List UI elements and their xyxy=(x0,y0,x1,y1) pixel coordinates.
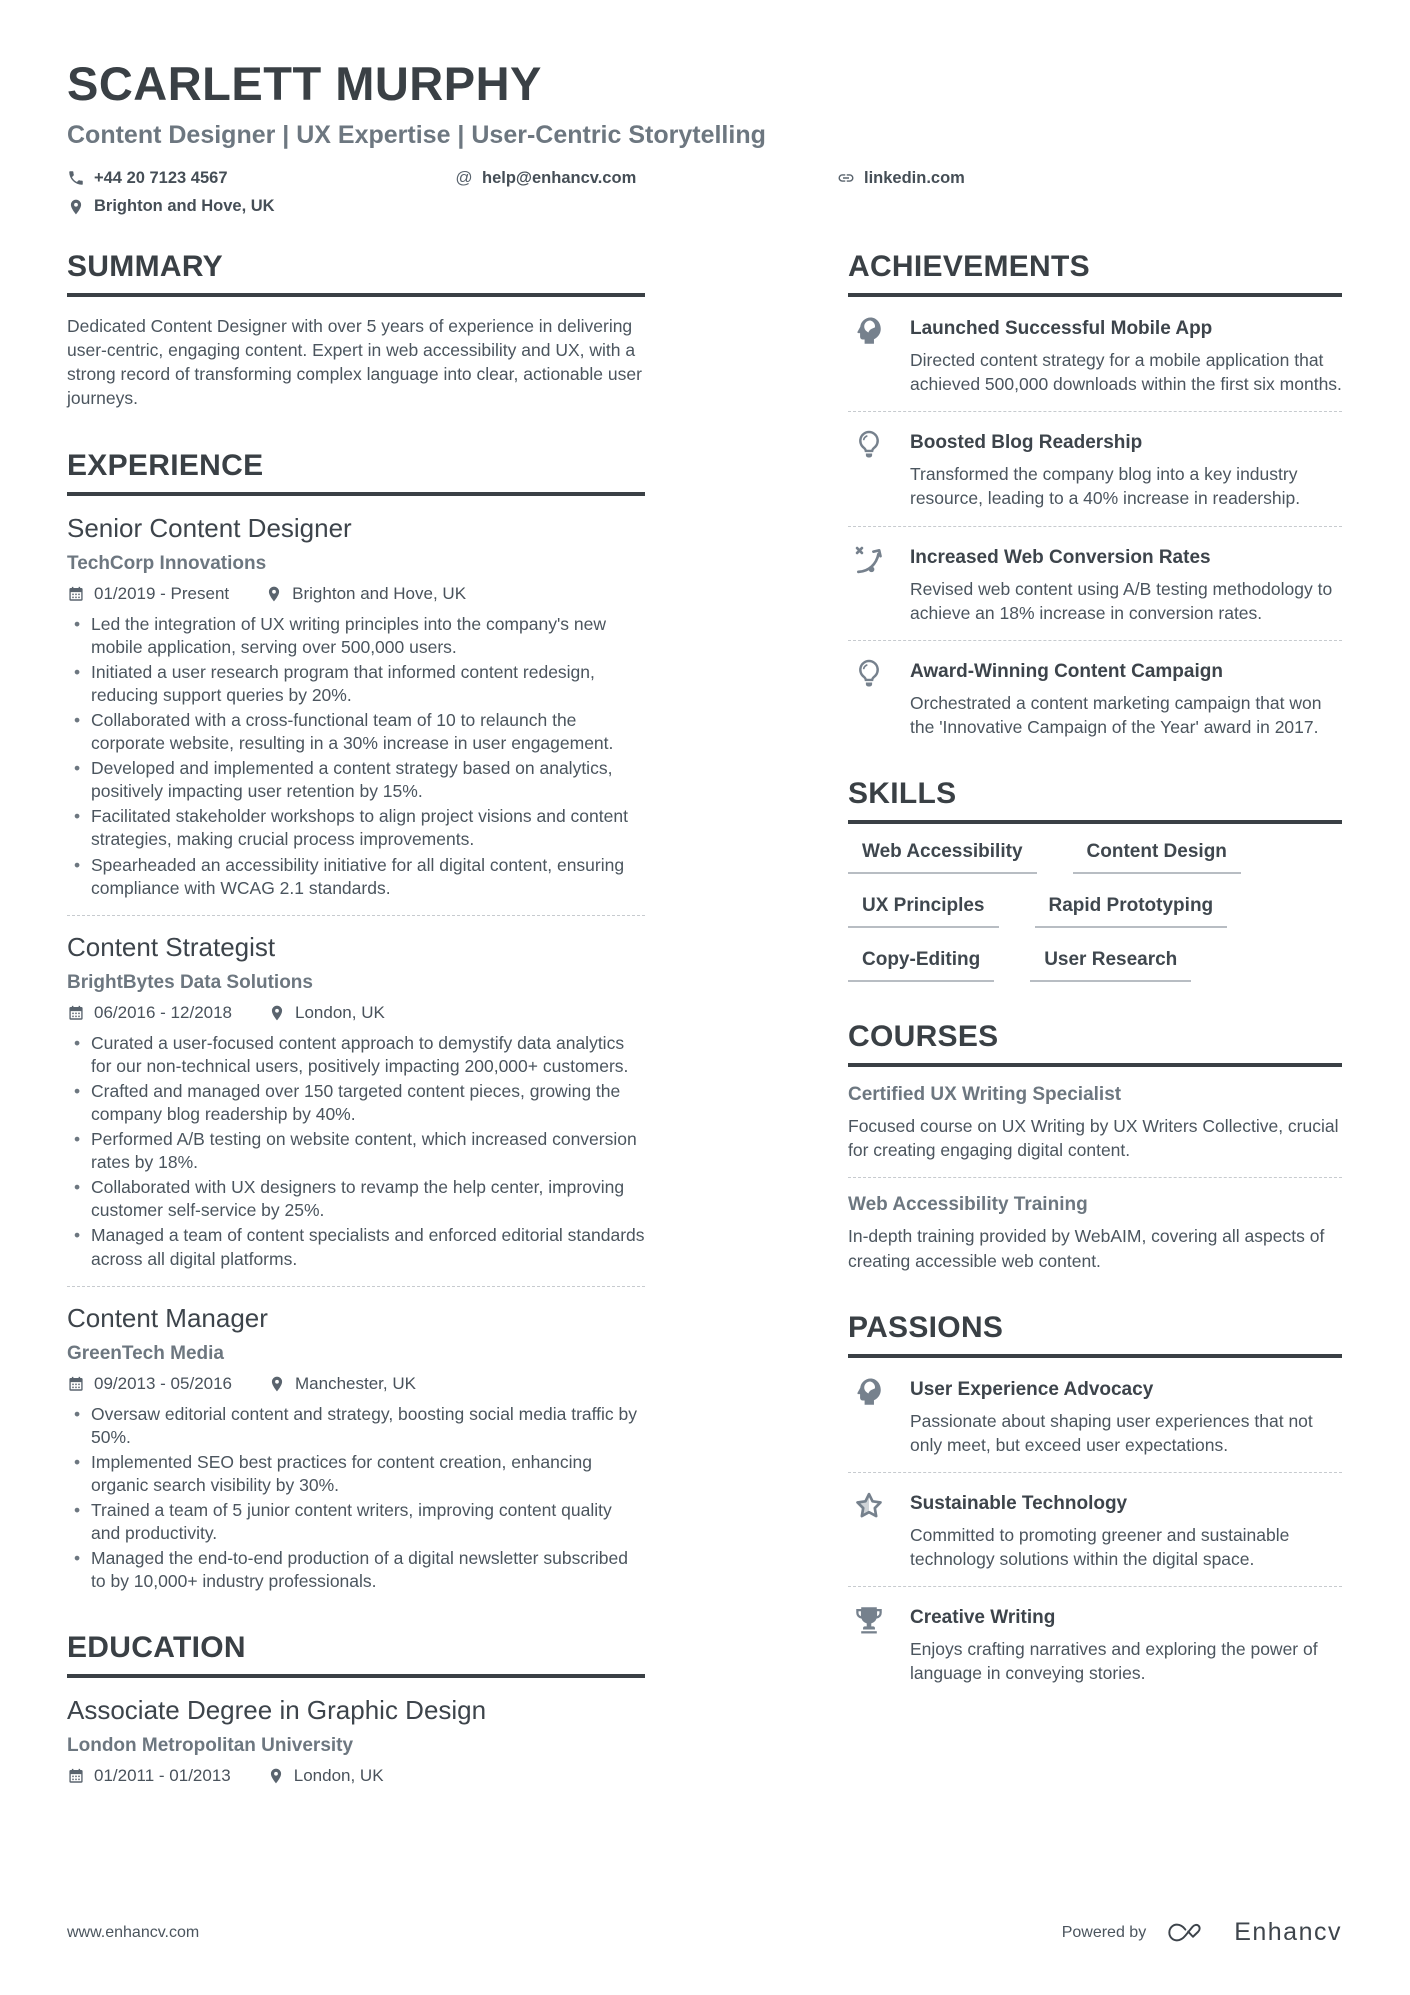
company-name: TechCorp Innovations xyxy=(67,552,267,574)
job-location: London, UK xyxy=(295,1002,385,1022)
job-bullets xyxy=(67,1403,645,1594)
course-description: Focused course on UX Writing by UX Writers Collective, crucial for creating engaging digital content. xyxy=(848,1116,1339,1161)
job-title: Content Strategist xyxy=(67,931,276,962)
achievement-description: Transformed the company blog into a key industry resource, leading to a 40% increase in readership. xyxy=(910,464,1301,509)
at-icon: @ xyxy=(455,168,473,187)
email-address[interactable]: help@enhancv.com xyxy=(482,168,637,187)
course-title: Web Accessibility Training xyxy=(848,1194,1088,1216)
achievement-description: Revised web content using A/B testing methodology to achieve an 18% increase in conversion rates. xyxy=(910,578,1333,623)
achievement-title: Award-Winning Content Campaign xyxy=(910,660,1223,682)
calendar-icon xyxy=(67,1767,85,1785)
resume-header xyxy=(67,56,1342,216)
calendar-icon xyxy=(67,585,85,603)
passion-description: Committed to promoting greener and sustainable technology solutions within the digital space. xyxy=(910,1524,1290,1570)
course-description: In-depth training provided by WebAIM, covering all aspects of creating accessible web content. xyxy=(848,1226,1325,1271)
job-title: Content Manager xyxy=(67,1302,268,1333)
bullet-item: • Collaborated with UX designers to revamp the help center, improving customer self-service by 25%. xyxy=(67,1176,645,1222)
education-heading: EDUCATION xyxy=(67,1631,645,1678)
bullet-item: • Led the integration of UX writing principles into the company's new mobile application, serving over 500,000 users. xyxy=(67,613,645,659)
divider xyxy=(848,411,1342,412)
divider xyxy=(67,915,645,916)
skills-row xyxy=(848,841,1342,874)
contact-row-1 xyxy=(67,168,1342,188)
skill-tag: Content Design xyxy=(1073,841,1241,874)
achievement-title: Increased Web Conversion Rates xyxy=(910,546,1211,568)
job-dates: 01/2019 - Present xyxy=(94,583,230,603)
page-footer xyxy=(67,1918,1342,1947)
bullet-item: • Collaborated with a cross-functional team of 10 to relaunch the corporate website, resulting in a 30% increase in user engagement. xyxy=(67,709,645,755)
location-pin-icon xyxy=(267,1767,285,1785)
passion-item xyxy=(848,1489,1342,1571)
content-columns xyxy=(67,250,1342,1824)
location-text: Brighton and Hove, UK xyxy=(94,197,275,215)
brand-name: Enhancv xyxy=(1234,1918,1342,1946)
divider xyxy=(848,640,1342,641)
bullet-item: • Curated a user-focused content approach to demystify data analytics for our non-technical users, positively impacting 200,000+ customers. xyxy=(67,1032,645,1078)
left-column xyxy=(67,250,645,1824)
job-title: Senior Content Designer xyxy=(67,512,352,543)
skill-tag: User Research xyxy=(1030,949,1191,982)
company-name: BrightBytes Data Solutions xyxy=(67,971,313,993)
skills-row xyxy=(848,895,1342,928)
divider xyxy=(67,1286,645,1287)
job-entry xyxy=(67,932,645,1271)
bullet-item: • Crafted and managed over 150 targeted content pieces, growing the company blog readership by 40%. xyxy=(67,1080,645,1126)
achievement-title: Boosted Blog Readership xyxy=(910,432,1143,454)
passions-heading: PASSIONS xyxy=(848,1311,1342,1358)
degree-title: Associate Degree in Graphic Design xyxy=(67,1695,487,1726)
achievement-item xyxy=(848,543,1342,625)
bullet-item: • Managed the end-to-end production of a digital newsletter subscribed to by 10,000+ industry professionals. xyxy=(67,1547,645,1593)
experience-heading: EXPERIENCE xyxy=(67,449,645,496)
skill-tag: Web Accessibility xyxy=(848,841,1037,874)
job-meta xyxy=(67,584,645,604)
passion-item xyxy=(848,1603,1342,1685)
trophy-icon xyxy=(848,1603,892,1685)
lightbulb-icon xyxy=(848,657,892,739)
brain-head-icon xyxy=(848,1375,892,1457)
email-contact[interactable] xyxy=(455,168,837,188)
calendar-icon xyxy=(67,1004,85,1022)
passion-item xyxy=(848,1375,1342,1457)
achievement-description: Orchestrated a content marketing campaign that won the 'Innovative Campaign of the Year' award in 2017. xyxy=(910,692,1322,737)
skill-tag: Copy-Editing xyxy=(848,949,994,982)
website-contact[interactable] xyxy=(837,169,965,188)
achievements-heading: ACHIEVEMENTS xyxy=(848,250,1342,297)
location-pin-icon xyxy=(265,585,283,603)
summary-section xyxy=(67,250,645,411)
skills-row xyxy=(848,949,1342,982)
achievement-description: Directed content strategy for a mobile application that achieved 500,000 downloads within the first six months. xyxy=(910,350,1342,395)
courses-section xyxy=(848,1020,1342,1273)
divider xyxy=(848,1586,1342,1587)
job-location: Brighton and Hove, UK xyxy=(292,583,467,603)
summary-heading: SUMMARY xyxy=(67,250,645,297)
bullet-item: • Spearheaded an accessibility initiative for all digital content, ensuring compliance with WCAG 2.1 standards. xyxy=(67,854,645,900)
achievement-item xyxy=(848,428,1342,510)
phone-contact xyxy=(67,169,455,188)
powered-by xyxy=(1062,1918,1342,1947)
passion-title: Creative Writing xyxy=(910,1607,1056,1629)
skills-section xyxy=(848,777,1342,982)
job-bullets xyxy=(67,1032,645,1271)
education-section xyxy=(67,1631,645,1786)
calendar-icon xyxy=(67,1375,85,1393)
location-contact xyxy=(67,197,275,216)
course-item xyxy=(848,1084,1342,1162)
achievement-title: Launched Successful Mobile App xyxy=(910,318,1213,339)
experience-section xyxy=(67,449,645,1594)
passion-title: Sustainable Technology xyxy=(910,1492,1128,1514)
job-bullets xyxy=(67,613,645,900)
job-meta xyxy=(67,1003,645,1023)
course-title: Certified UX Writing Specialist xyxy=(848,1084,1122,1106)
footer-website-link[interactable]: www.enhancv.com xyxy=(67,1923,200,1941)
job-dates: 06/2016 - 12/2018 xyxy=(94,1002,233,1022)
summary-text: Dedicated Content Designer with over 5 years of experience in delivering user-centric, engaging content. Expert in web accessibility and UX, with a strong record of transforming complex language into clear, actionable user journeys. xyxy=(67,316,642,409)
passion-description: Enjoys crafting narratives and exploring the power of language in conveying stories. xyxy=(910,1639,1318,1684)
course-item xyxy=(848,1194,1342,1272)
divider xyxy=(848,1472,1342,1473)
company-name: GreenTech Media xyxy=(67,1342,224,1364)
skill-tag: UX Principles xyxy=(848,895,999,928)
bullet-item: • Managed a team of content specialists and enforced editorial standards across all digital platforms. xyxy=(67,1224,645,1270)
skills-heading: SKILLS xyxy=(848,777,1342,824)
job-meta xyxy=(67,1374,645,1394)
star-icon xyxy=(848,1489,892,1571)
divider xyxy=(848,1177,1342,1178)
passion-description: Passionate about shaping user experiences that not only meet, but exceed user expectations. xyxy=(910,1410,1313,1455)
person-name: SCARLETT MURPHY xyxy=(67,57,542,110)
school-name: London Metropolitan University xyxy=(67,1735,354,1757)
brain-head-icon xyxy=(848,314,892,396)
bullet-item: • Initiated a user research program that informed content redesign, reducing support queries by 20%. xyxy=(67,661,645,707)
bullet-item: • Oversaw editorial content and strategy, boosting social media traffic by 50%. xyxy=(67,1403,645,1449)
lightbulb-icon xyxy=(848,428,892,510)
headline: Content Designer | UX Expertise | User-Centric Storytelling xyxy=(67,121,766,149)
powered-by-label: Powered by xyxy=(1061,1923,1147,1941)
skill-tag: Rapid Prototyping xyxy=(1035,895,1228,928)
contact-row-2 xyxy=(67,197,1342,216)
location-pin-icon xyxy=(268,1004,286,1022)
bullet-item: • Implemented SEO best practices for content creation, enhancing organic search visibility by 30%. xyxy=(67,1451,645,1497)
job-location: Manchester, UK xyxy=(295,1373,416,1393)
education-dates: 01/2011 - 01/2013 xyxy=(94,1766,231,1786)
phone-number: +44 20 7123 4567 xyxy=(94,168,228,187)
bullet-item: • Developed and implemented a content strategy based on analytics, positively impacting user retention by 15%. xyxy=(67,757,645,803)
achievements-section xyxy=(848,250,1342,739)
education-location: London, UK xyxy=(293,1766,384,1786)
location-pin-icon xyxy=(67,198,85,216)
divider xyxy=(848,526,1342,527)
education-meta xyxy=(67,1766,645,1786)
location-pin-icon xyxy=(268,1375,286,1393)
courses-heading: COURSES xyxy=(848,1020,1342,1067)
job-entry xyxy=(67,513,645,900)
bullet-item: • Facilitated stakeholder workshops to align project visions and content strategies, making crucial process improvements. xyxy=(67,805,645,851)
bullet-item: • Trained a team of 5 junior content writers, improving content quality and productivity. xyxy=(67,1499,645,1545)
achievement-item xyxy=(848,314,1342,396)
bullet-item: • Performed A/B testing on website content, which increased conversion rates by 18%. xyxy=(67,1128,645,1174)
enhancv-logo-icon xyxy=(1166,1920,1214,1945)
achievement-item xyxy=(848,657,1342,739)
phone-icon xyxy=(67,169,85,187)
passion-title: User Experience Advocacy xyxy=(910,1378,1154,1400)
job-entry xyxy=(67,1303,645,1594)
job-dates: 09/2013 - 05/2016 xyxy=(94,1373,233,1393)
passions-section xyxy=(848,1311,1342,1686)
link-icon xyxy=(837,169,855,187)
website-url[interactable]: linkedin.com xyxy=(864,168,965,187)
tactics-icon xyxy=(848,543,892,625)
right-column xyxy=(848,250,1342,1824)
